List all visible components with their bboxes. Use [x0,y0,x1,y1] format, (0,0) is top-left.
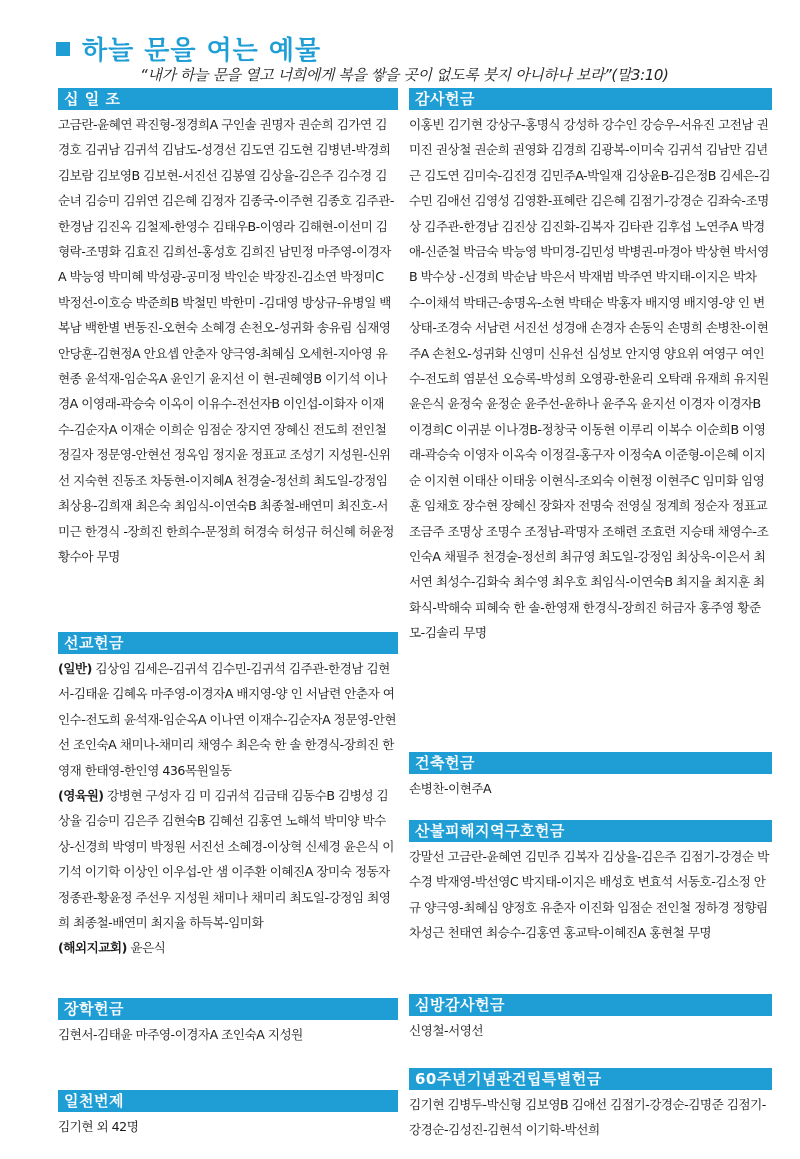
mission-yuk-names: 강병현 구성자 김 미 김귀석 김금태 김동수B 김병성 김상율 김승미 김은주 김현숙B 김혜선 김홍연 노해석 박미양 박수상-신경희 박영미 박정원 서진선 소혜경-이상혁 신세경 윤은식 이기석 이기학 이상인 이우섭-안 샘 이주환 이혜진A 장미숙 정동자 정종관-황윤정 주선우 지성원 채미나 채미리 최도일-강정임 최영희 최종철-배연미 최지율 하득복-임미화 [58,788,394,931]
section-visit-thanks [409,994,772,1043]
section-building [409,752,772,801]
section-body: 고금란-윤혜연 곽진형-정경희A 구인솔 권명자 권순희 김가연 김경호 김귀남 김귀석 김남도-성경선 김도연 김도현 김병년-박경희 김보람 김보영B 김보현-서진선 김봉열 김상율-김은주 김수경 김순녀 김승미 김위연 김은혜 김정자 김종국-이주현 김종호 김주관-한경남 김진옥 김철제-한영수 김태우B-이영라 김해현-이선미 김형락-조명화 김효진 김희선-홍성호 김희진 남민정 마주영-이경자A 박능영 박미혜 박성광-공미정 박인순 박장진-김소연 박정미C 박정선-이호승 박준희B 박철민 박한미 -김대영 방상규-유병일 백복남 백한별 변동진-오현숙 소혜경 손천오-성귀화 송유림 심재영 안당훈-김현정A 안요셉 안춘자 양극영-최혜심 오세헌-지아영 유현종 윤석재-임순옥A 윤인기 윤지선 이 현-권혜영B 이기석 이나경A 이영래-곽승숙 이옥이 이유수-전선자B 이인섭-이화자 이재수-김순자A 이재순 이희순 임점순 장지연 장혜신 전도희 전인철 정길자 정문영-안현선 정옥임 정지윤 정표교 조성기 지성원-신위선 지숙현 진동조 차동현-이지혜A 천경술-정선희 최도일-강정임 최상용-김희재 최은숙 최임식-이연숙B 최종철-배연미 최진호-서미근 한경식 -장희진 한희수-문정희 허경숙 허성규 허신혜 허윤정 황수아 무명 [58,117,394,564]
section-header [409,88,772,110]
section-header [409,820,772,842]
section-body: 김기현 김병두-박신형 김보영B 김애선 김점기-강경순-김명준 김점기-강경순-김성진-김현석 이기학-박선희 [409,1097,766,1138]
section-tithe [58,88,398,569]
section-header-label: 십 일 조 [64,90,121,108]
section-body: 신영철-서영선 [409,1023,484,1038]
section-header-label: 심방감사헌금 [415,996,505,1014]
section-wildfire [409,820,772,946]
page-title [56,30,321,67]
section-body: 이홍빈 김기현 강상구-홍명식 강성하 강수인 강승우-서유진 고전남 권미진 권상철 권순희 권영화 김경희 김광복-이미숙 김귀석 김남만 김년근 김도연 김미숙-김진경 김민주A-박일재 김상윤B-김은정B 김세은-김수민 김애선 김영성 김영환-표혜란 김은혜 김점기-강경순 김좌숙-조명상 김주관-한경남 김진상 김진화-김복자 김타관 김후섭 노연주A 박경애-신준철 박금숙 박능영 박미경-김민성 박병권-마경아 박상현 박서영B 박수상 -신경희 박순남 박은서 박재범 박주연 박지태-이지은 박차수-이채석 박태근-송명옥-소현 박태순 박홍자 배지영 배지영-양 인 변상태-조경숙 서남련 서진선 성경애 손경자 손동익 손명희 손병찬-이현주A 손천오-성귀화 신영미 신유선 심성보 안지영 양요위 여영구 여인수-전도희 염분선 오승록-박성희 오영광-한윤리 오탁래 유재희 유지원 윤은식 윤정숙 윤정순 윤주선-윤하나 윤주옥 윤지선 이경자 이경자B 이경희C 이귀분 이나경B-정창국 이동현 이루리 이복수 이순희B 이영래-곽승숙 이영자 이옥숙 이정걸-홍구자 이정숙A 이준형-이은혜 이지순 이지현 이태산 이태웅 이현식-조외숙 이현정 이현주C 임미화 임영훈 임채호 장수현 장혜신 장화자 전명숙 전영실 정계희 정순자 정표교 조금주 조명상 조명수 조정남-곽명자 조해련 조효련 지승태 채영수-조인숙A 채필주 천경술-정선희 최규영 최도일-강정임 최상욱-이은서 최서연 최성수-김화숙 최수영 최우호 최임식-이연숙B 최지율 최지훈 최화식-박해숙 피혜숙 한 솔-한영재 한경식-장희진 허금자 홍주영 황준모-김솔리 무명 [409,117,771,641]
section-header [58,88,398,110]
section-body: 김기현 외 42명 [58,1119,139,1134]
section-body: 손병찬-이현주A [409,781,492,796]
category-tag: (해외지교회) [58,940,127,956]
section-header [58,1090,398,1112]
section-header-label: 일천번제 [64,1092,124,1110]
section-header-label: 60주년기념관건립특별헌금 [415,1070,602,1088]
mission-general-names: 김상임 김세은-김귀석 김수민-김귀석 김주관-한경남 김현서-김태윤 김혜옥 마주영-이경자A 배지영-양 인 서남련 안춘자 여인수-전도희 윤석재-임순옥A 이나연 이재수-김순자A 정문영-안현선 조인숙A 채미나-채미리 채영수 최은숙 한 솔 한경식-장희진 한영재 한태영-한인영 436목원일동 [58,661,397,778]
section-header [409,1068,772,1090]
category-tag: (영육원) [58,788,104,804]
category-tag: (일반) [58,661,92,676]
section-header [409,752,772,774]
section-thanks [409,88,772,646]
section-header-label: 장학헌금 [64,1000,124,1018]
section-header [409,994,772,1016]
bible-verse: “내가 하늘 문을 열고 너희에게 복을 쌓을 곳이 없도록 붓지 아니하나 보라”(말3:10) [140,66,669,84]
section-header-label: 건축헌금 [415,754,475,772]
mission-overseas-names: 윤은식 [126,940,166,956]
mission-yuk [58,783,398,935]
section-mission [58,632,398,961]
page-title-text: 하늘 문을 여는 예물 [82,36,322,66]
section-scholarship [58,998,398,1047]
section-header [58,632,398,654]
section-anniversary [409,1068,772,1143]
section-body: 김현서-김태윤 마주영-이경자A 조인숙A 지성원 [58,1027,303,1042]
section-header [58,998,398,1020]
mission-general [58,656,398,783]
section-header-label: 산불피해지역구호헌금 [415,822,565,840]
section-body: 강말선 고금란-윤혜연 김민주 김복자 김상율-김은주 김점기-강경순 박수경 박재영-박선영C 박지태-이지은 배성호 변효석 서동호-김소정 안 규 양극영-최혜심 양정호 유춘자 이진화 임점순 전인철 정하경 정향림 차성근 천태연 최승수-김홍연 홍교탁-이혜진A 홍현철 무명 [409,849,769,941]
section-body [58,656,398,961]
mission-overseas [58,935,398,960]
square-bullet-icon [56,42,70,56]
section-first-fruits [58,1090,398,1139]
section-header-label: 선교헌금 [64,634,124,652]
section-header-label: 감사헌금 [415,90,475,108]
